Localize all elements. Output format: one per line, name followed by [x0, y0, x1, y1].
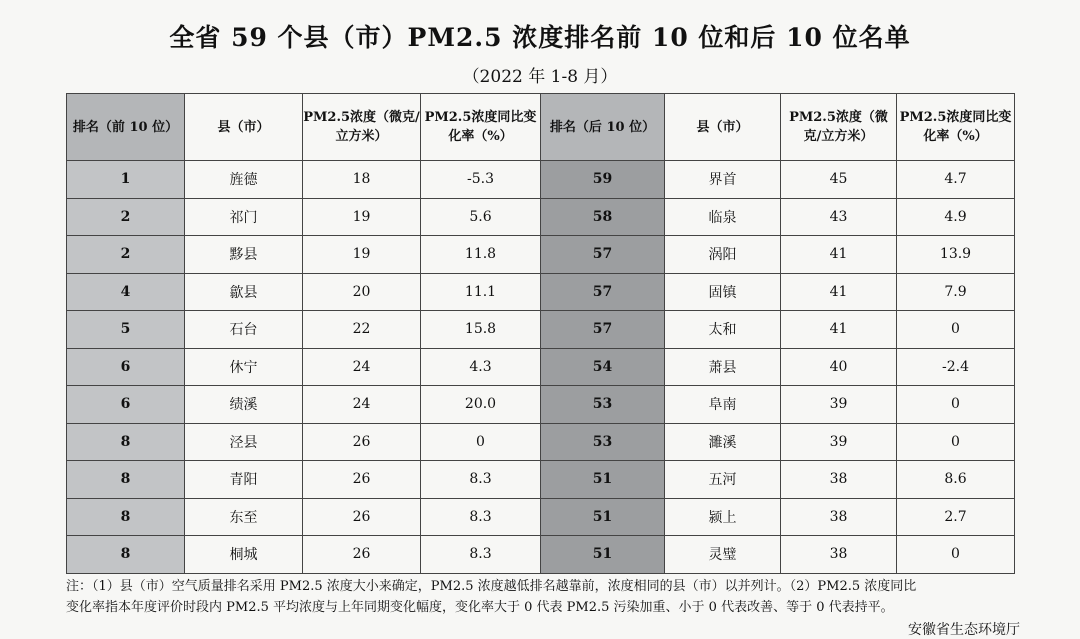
bottom-change-cell: 0: [897, 311, 1015, 349]
bottom-county-cell: 界首: [665, 161, 781, 199]
footnote-line-1: 注：（1）县（市）空气质量排名采用 PM2.5 浓度大小来确定，PM2.5 浓度越低排名越靠前，浓度相同的县（市）以并列计。（2）PM2.5 浓度同比: [66, 579, 917, 594]
header-conc-bottom: PM2.5浓度（微克/立方米）: [781, 94, 897, 161]
bottom-change-cell: 0: [897, 386, 1015, 424]
top-county-cell: 休宁: [185, 348, 303, 386]
top-rank-cell: 8: [67, 498, 185, 536]
footnote-line-2: 变化率指本年度评价时段内 PM2.5 平均浓度与上年同期变化幅度，变化率大于 0 代表 PM2.5 污染加重、小于 0 代表改善、等于 0 代表持平。: [66, 600, 894, 615]
top-change-cell: 11.1: [421, 273, 541, 311]
header-conc-top: PM2.5浓度（微克/立方米）: [303, 94, 421, 161]
bottom-change-cell: 13.9: [897, 236, 1015, 274]
top-county-cell: 东至: [185, 498, 303, 536]
bottom-county-cell: 阜南: [665, 386, 781, 424]
bottom-change-cell: 4.9: [897, 198, 1015, 236]
top-change-cell: -5.3: [421, 161, 541, 199]
bottom-conc-cell: 40: [781, 348, 897, 386]
bottom-rank-cell: 54: [541, 348, 665, 386]
top-county-cell: 青阳: [185, 461, 303, 499]
top-change-cell: 15.8: [421, 311, 541, 349]
top-rank-cell: 2: [67, 198, 185, 236]
top-change-cell: 8.3: [421, 461, 541, 499]
bottom-county-cell: 五河: [665, 461, 781, 499]
bottom-conc-cell: 41: [781, 236, 897, 274]
bottom-county-cell: 颍上: [665, 498, 781, 536]
bottom-change-cell: 0: [897, 423, 1015, 461]
bottom-rank-cell: 58: [541, 198, 665, 236]
bottom-rank-cell: 57: [541, 311, 665, 349]
bottom-conc-cell: 39: [781, 423, 897, 461]
top-rank-cell: 2: [67, 236, 185, 274]
bottom-conc-cell: 41: [781, 273, 897, 311]
header-county-bottom: 县（市）: [665, 94, 781, 161]
bottom-rank-cell: 57: [541, 236, 665, 274]
table-row: [67, 536, 1015, 574]
top-county-cell: 石台: [185, 311, 303, 349]
bottom-change-cell: -2.4: [897, 348, 1015, 386]
top-conc-cell: 22: [303, 311, 421, 349]
table-row: [67, 348, 1015, 386]
top-rank-cell: 6: [67, 348, 185, 386]
top-change-cell: 5.6: [421, 198, 541, 236]
bottom-change-cell: 0: [897, 536, 1015, 574]
top-county-cell: 歙县: [185, 273, 303, 311]
bottom-county-cell: 灵璧: [665, 536, 781, 574]
bottom-county-cell: 濉溪: [665, 423, 781, 461]
bottom-change-cell: 4.7: [897, 161, 1015, 199]
bottom-rank-cell: 53: [541, 386, 665, 424]
top-conc-cell: 19: [303, 236, 421, 274]
top-conc-cell: 24: [303, 348, 421, 386]
table-row: [67, 386, 1015, 424]
header-top-rank: 排名（前 10 位）: [67, 94, 185, 161]
footnote: [66, 576, 1066, 618]
table-row: [67, 273, 1015, 311]
top-conc-cell: 26: [303, 536, 421, 574]
top-county-cell: 桐城: [185, 536, 303, 574]
top-county-cell: 绩溪: [185, 386, 303, 424]
top-change-cell: 20.0: [421, 386, 541, 424]
top-rank-cell: 1: [67, 161, 185, 199]
bottom-change-cell: 7.9: [897, 273, 1015, 311]
header-change-top: PM2.5浓度同比变化率（%）: [421, 94, 541, 161]
table-row: [67, 236, 1015, 274]
top-rank-cell: 4: [67, 273, 185, 311]
header-county-top: 县（市）: [185, 94, 303, 161]
top-change-cell: 11.8: [421, 236, 541, 274]
top-change-cell: 4.3: [421, 348, 541, 386]
top-conc-cell: 19: [303, 198, 421, 236]
ranking-table: [66, 93, 1015, 574]
bottom-rank-cell: 51: [541, 498, 665, 536]
bottom-change-cell: 8.6: [897, 461, 1015, 499]
top-county-cell: 旌德: [185, 161, 303, 199]
top-change-cell: 8.3: [421, 498, 541, 536]
table-row: [67, 198, 1015, 236]
top-conc-cell: 18: [303, 161, 421, 199]
top-conc-cell: 26: [303, 461, 421, 499]
bottom-rank-cell: 51: [541, 536, 665, 574]
top-conc-cell: 20: [303, 273, 421, 311]
top-rank-cell: 8: [67, 536, 185, 574]
top-conc-cell: 26: [303, 498, 421, 536]
bottom-change-cell: 2.7: [897, 498, 1015, 536]
top-county-cell: 祁门: [185, 198, 303, 236]
bottom-conc-cell: 41: [781, 311, 897, 349]
bottom-county-cell: 太和: [665, 311, 781, 349]
top-change-cell: 0: [421, 423, 541, 461]
bottom-county-cell: 固镇: [665, 273, 781, 311]
header-bottom-rank: 排名（后 10 位）: [541, 94, 665, 161]
top-change-cell: 8.3: [421, 536, 541, 574]
top-rank-cell: 6: [67, 386, 185, 424]
top-conc-cell: 26: [303, 423, 421, 461]
bottom-rank-cell: 53: [541, 423, 665, 461]
top-rank-cell: 5: [67, 311, 185, 349]
table-row: [67, 311, 1015, 349]
header-change-bottom: PM2.5浓度同比变化率（%）: [897, 94, 1015, 161]
issuing-organization: 安徽省生态环境厅: [908, 622, 1020, 638]
table-row: [67, 423, 1015, 461]
table-header-row: [67, 94, 1015, 161]
top-county-cell: 黟县: [185, 236, 303, 274]
bottom-conc-cell: 38: [781, 498, 897, 536]
top-conc-cell: 24: [303, 386, 421, 424]
bottom-county-cell: 萧县: [665, 348, 781, 386]
bottom-rank-cell: 57: [541, 273, 665, 311]
bottom-county-cell: 临泉: [665, 198, 781, 236]
top-rank-cell: 8: [67, 461, 185, 499]
table-row: [67, 161, 1015, 199]
table-row: [67, 461, 1015, 499]
bottom-conc-cell: 45: [781, 161, 897, 199]
page-title: 全省 59 个县（市）PM2.5 浓度排名前 10 位和后 10 位名单: [169, 23, 911, 52]
bottom-conc-cell: 43: [781, 198, 897, 236]
bottom-conc-cell: 39: [781, 386, 897, 424]
bottom-rank-cell: 51: [541, 461, 665, 499]
bottom-conc-cell: 38: [781, 536, 897, 574]
top-county-cell: 泾县: [185, 423, 303, 461]
table-row: [67, 498, 1015, 536]
page-subtitle: （2022 年 1-8 月）: [462, 67, 618, 87]
bottom-rank-cell: 59: [541, 161, 665, 199]
bottom-county-cell: 涡阳: [665, 236, 781, 274]
top-rank-cell: 8: [67, 423, 185, 461]
bottom-conc-cell: 38: [781, 461, 897, 499]
